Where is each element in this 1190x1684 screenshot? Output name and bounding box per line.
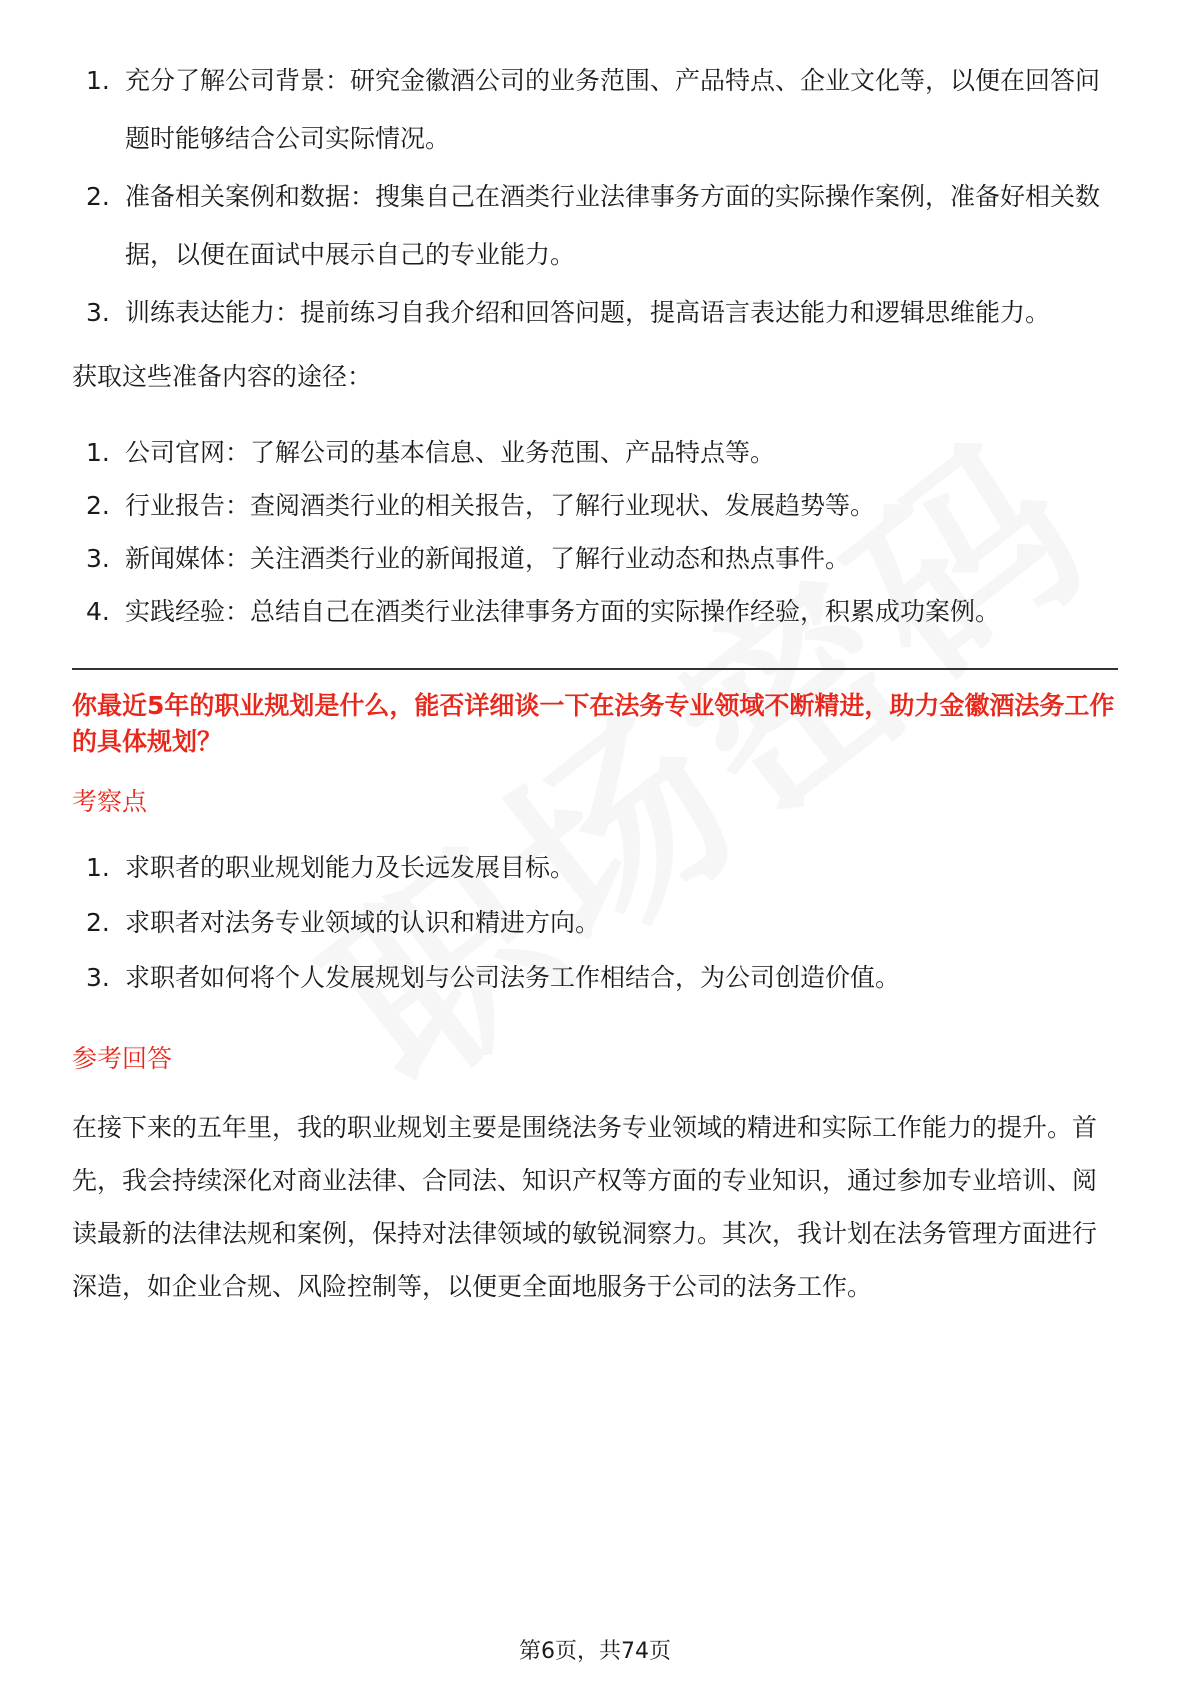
- list-item: [72, 479, 1118, 532]
- document-page: [72, 52, 1118, 1313]
- list-number: 4.: [86, 597, 110, 626]
- list-number: 3.: [86, 962, 110, 992]
- list-item: [72, 284, 1118, 342]
- list-text: 准备相关案例和数据：搜集自己在酒类行业法律事务方面的实际操作案例，准备好相关数据，以便在面试中展示自己的专业能力。: [125, 182, 1101, 269]
- list-item: [72, 840, 1118, 895]
- kaocha-list: [72, 840, 1118, 1005]
- list-text: 求职者对法务专业领域的认识和精进方向。: [125, 907, 601, 937]
- list-item: [72, 426, 1118, 479]
- list-text: 新闻媒体：关注酒类行业的新闻报道，了解行业动态和热点事件。: [125, 544, 851, 573]
- list-number: 1.: [86, 438, 110, 467]
- list-number: 3.: [86, 544, 110, 573]
- list-text: 公司官网：了解公司的基本信息、业务范围、产品特点等。: [125, 438, 776, 467]
- section-divider: [72, 668, 1118, 670]
- list-item: [72, 585, 1118, 638]
- list-number: 2.: [86, 491, 110, 520]
- interview-question: 你最近5年的职业规划是什么，能否详细谈一下在法务专业领域不断精进，助力金徽酒法务工作的具体规划？: [72, 690, 1115, 756]
- list-item: [72, 52, 1118, 168]
- answer-heading: 参考回答: [72, 1043, 173, 1073]
- list-item: [72, 895, 1118, 950]
- list-number: 2.: [86, 907, 110, 937]
- list-text: 训练表达能力：提前练习自我介绍和回答问题，提高语言表达能力和逻辑思维能力。: [125, 298, 1051, 327]
- ways-list: [72, 426, 1118, 638]
- list-text: 实践经验：总结自己在酒类行业法律事务方面的实际操作经验，积累成功案例。: [125, 597, 1001, 626]
- list-number: 1.: [86, 66, 110, 95]
- page-footer: 第6页，共74页: [519, 1639, 671, 1664]
- answer-paragraph: 在接下来的五年里，我的职业规划主要是围绕法务专业领域的精进和实际工作能力的提升。首先，我会持续深化对商业法律、合同法、知识产权等方面的专业知识，通过参加专业培训、阅读最新的法律法规和案例，保持对法律领域的敏锐洞察力。其次，我计划在法务管理方面进行深造，如企业合规、风险控制等，以便更全面地服务于公司的法务工作。: [72, 1112, 1098, 1301]
- list-number: 1.: [86, 852, 110, 882]
- list-text: 行业报告：查阅酒类行业的相关报告，了解行业现状、发展趋势等。: [125, 491, 876, 520]
- list-item: [72, 532, 1118, 585]
- list-text: 求职者的职业规划能力及长远发展目标。: [125, 852, 576, 882]
- kaocha-heading: 考察点: [72, 786, 148, 816]
- list-text: 求职者如何将个人发展规划与公司法务工作相结合，为公司创造价值。: [125, 962, 901, 992]
- list-item: [72, 950, 1118, 1005]
- list-item: [72, 168, 1118, 284]
- ways-heading: 获取这些准备内容的途径：: [72, 362, 373, 391]
- list-text: 充分了解公司背景：研究金徽酒公司的业务范围、产品特点、企业文化等，以便在回答问题时能够结合公司实际情况。: [125, 66, 1101, 153]
- list-number: 2.: [86, 182, 110, 211]
- prep-list: [72, 52, 1118, 342]
- list-number: 3.: [86, 298, 110, 327]
